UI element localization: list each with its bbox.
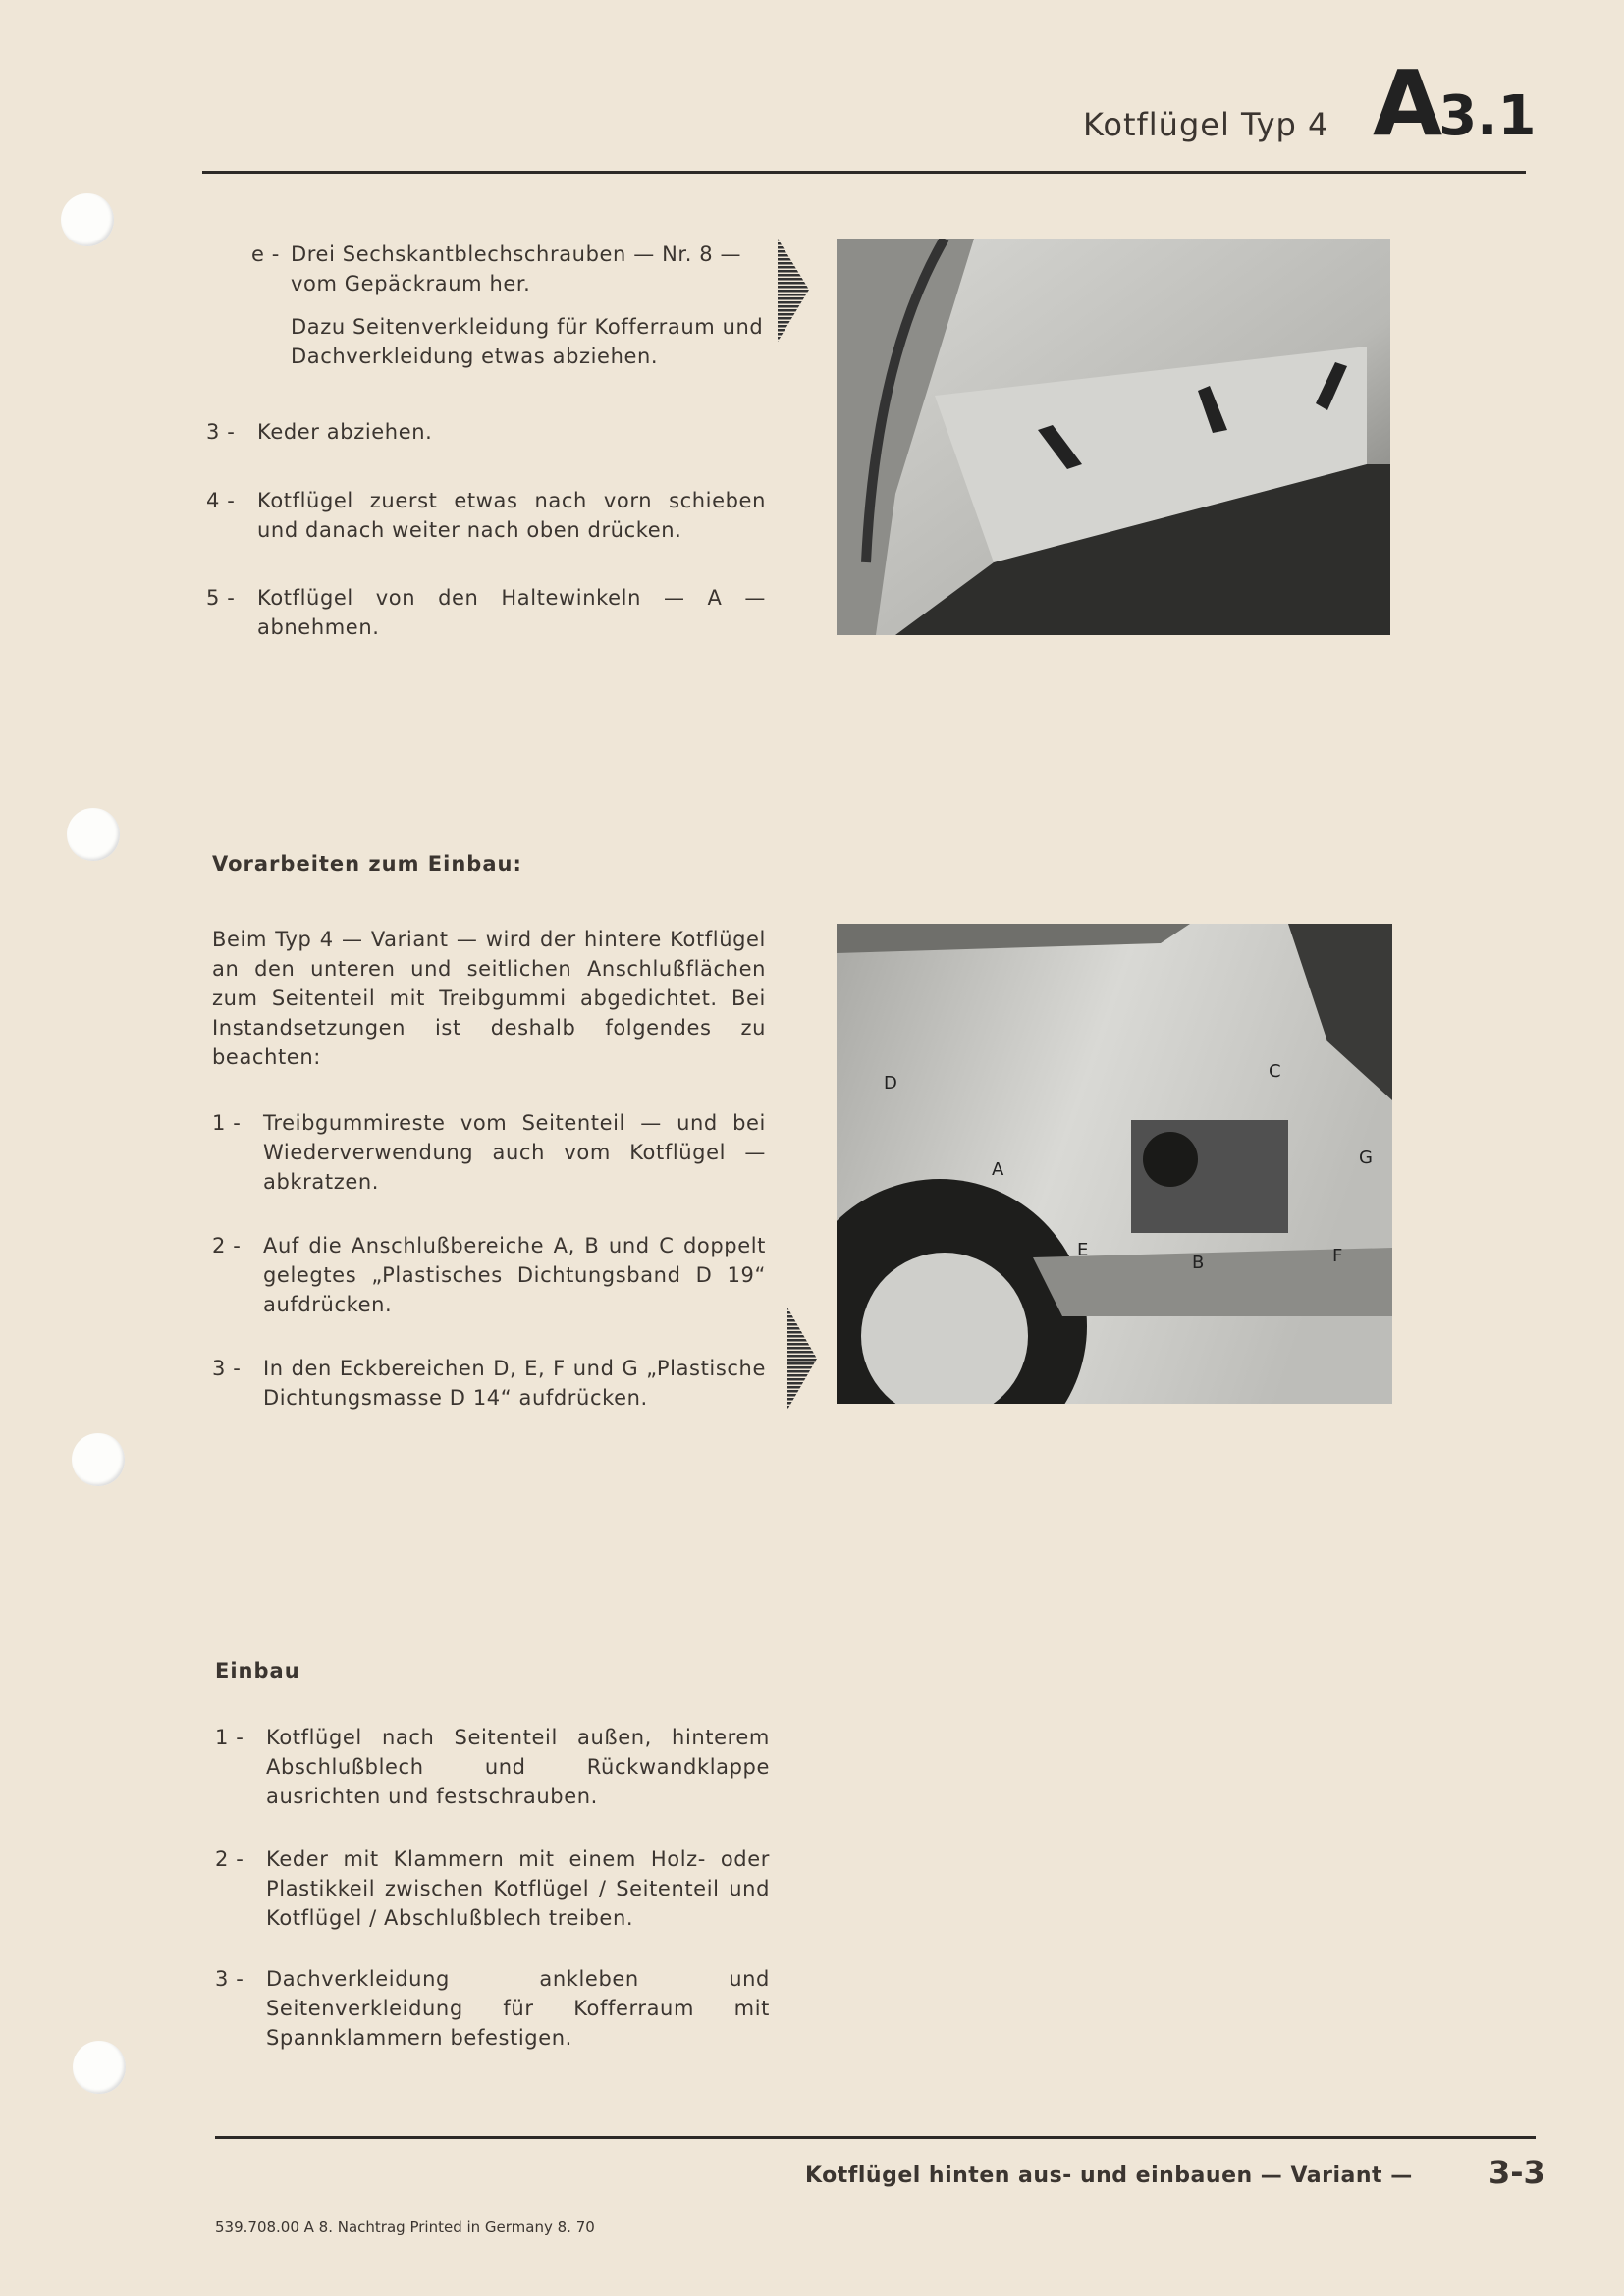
- step-text: Kotflügel nach Seitenteil außen, hinterem Abschlußblech und Rückwandklappe ausrichten und festschrauben.: [266, 1726, 770, 1808]
- prep-step-1: [212, 1108, 766, 1197]
- section-code-letter: A: [1373, 51, 1439, 156]
- photo-label-b: B: [1192, 1253, 1205, 1273]
- photo-label-a: A: [992, 1159, 1004, 1180]
- step-text: Treibgummireste vom Seitenteil — und bei Wiederverwendung auch vom Kotflügel — abkratzen.: [263, 1111, 766, 1194]
- step-number: 1 -: [212, 1111, 242, 1135]
- install-step-1: [215, 1723, 770, 1811]
- binder-hole: [61, 193, 114, 246]
- step-text: Kotflügel zuerst etwas nach vorn schieben und danach weiter nach oben drücken.: [257, 489, 766, 542]
- imprint: 539.708.00 A 8. Nachtrag Printed in Germany 8. 70: [215, 2218, 595, 2236]
- header-rule: [202, 171, 1526, 174]
- photo-label-c: C: [1269, 1061, 1281, 1082]
- step-text: Drei Sechskantblechschrauben — Nr. 8 — vom Gepäckraum her.: [291, 242, 742, 295]
- prep-step-3: [212, 1354, 766, 1413]
- footer-title: Kotflügel hinten aus- und einbauen — Variant —: [805, 2163, 1413, 2188]
- photo-label-g: G: [1359, 1148, 1373, 1168]
- prep-heading: Vorarbeiten zum Einbau:: [212, 852, 522, 876]
- step-number: 4 -: [206, 489, 236, 512]
- page-header-title: Kotflügel Typ 4: [1083, 106, 1329, 143]
- step-text: In den Eckbereichen D, E, F und G „Plastische Dichtungsmasse D 14“ aufdrücken.: [263, 1357, 766, 1410]
- step-5: [206, 583, 766, 642]
- step-text: Kotflügel von den Haltewinkeln — A — abnehmen.: [257, 586, 766, 639]
- step-number: 3 -: [215, 1967, 244, 1991]
- binder-hole: [73, 2041, 126, 2094]
- pointer-arrow-icon: [785, 1308, 819, 1410]
- photo-label-d: D: [884, 1073, 897, 1094]
- step-number: 1 -: [215, 1726, 244, 1749]
- step-number: e -: [251, 242, 280, 266]
- section-code: [1373, 51, 1536, 156]
- step-text: Auf die Anschlußbereiche A, B und C doppelt gelegtes „Plastisches Dichtungsband D 19“ aufdrücken.: [263, 1234, 766, 1316]
- pointer-arrow-icon: [776, 239, 811, 342]
- step-4: [206, 486, 766, 545]
- photo-luggage-compartment: [837, 239, 1390, 635]
- step-e: [251, 240, 772, 371]
- photo-label-e: E: [1077, 1240, 1089, 1260]
- photo-rear-quarter-panel: [837, 924, 1392, 1404]
- section-code-number: 3.1: [1438, 84, 1537, 148]
- footer-rule: [215, 2136, 1536, 2139]
- photo-label-f: F: [1332, 1246, 1343, 1266]
- step-number: 2 -: [215, 1847, 244, 1871]
- step-number: 5 -: [206, 586, 236, 610]
- binder-hole: [72, 1433, 125, 1486]
- install-step-3: [215, 1964, 770, 2053]
- install-step-2: [215, 1844, 770, 1933]
- page-number: 3-3: [1489, 2154, 1545, 2191]
- install-heading: Einbau: [215, 1659, 300, 1682]
- step-note: Dazu Seitenverkleidung für Kofferraum und Dachverkleidung etwas abziehen.: [291, 315, 764, 368]
- prep-intro: Beim Typ 4 — Variant — wird der hintere Kotflügel an den unteren und seitlichen Anschlußflächen zum Seitenteil mit Treibgummi abgedichtet. Bei Instandsetzungen ist deshalb folgendes zu beachten:: [212, 928, 766, 1069]
- step-text: Keder abziehen.: [257, 420, 433, 444]
- step-text: Keder mit Klammern mit einem Holz- oder Plastikkeil zwischen Kotflügel / Seitenteil und Kotflügel / Abschlußblech treiben.: [266, 1847, 770, 1930]
- step-3: [206, 417, 766, 447]
- step-text: Dachverkleidung ankleben und Seitenverkleidung für Kofferraum mit Spannklammern befestigen.: [266, 1967, 770, 2050]
- step-number: 3 -: [212, 1357, 242, 1380]
- prep-step-2: [212, 1231, 766, 1319]
- step-number: 3 -: [206, 420, 236, 444]
- step-number: 2 -: [212, 1234, 242, 1257]
- binder-hole: [67, 808, 120, 861]
